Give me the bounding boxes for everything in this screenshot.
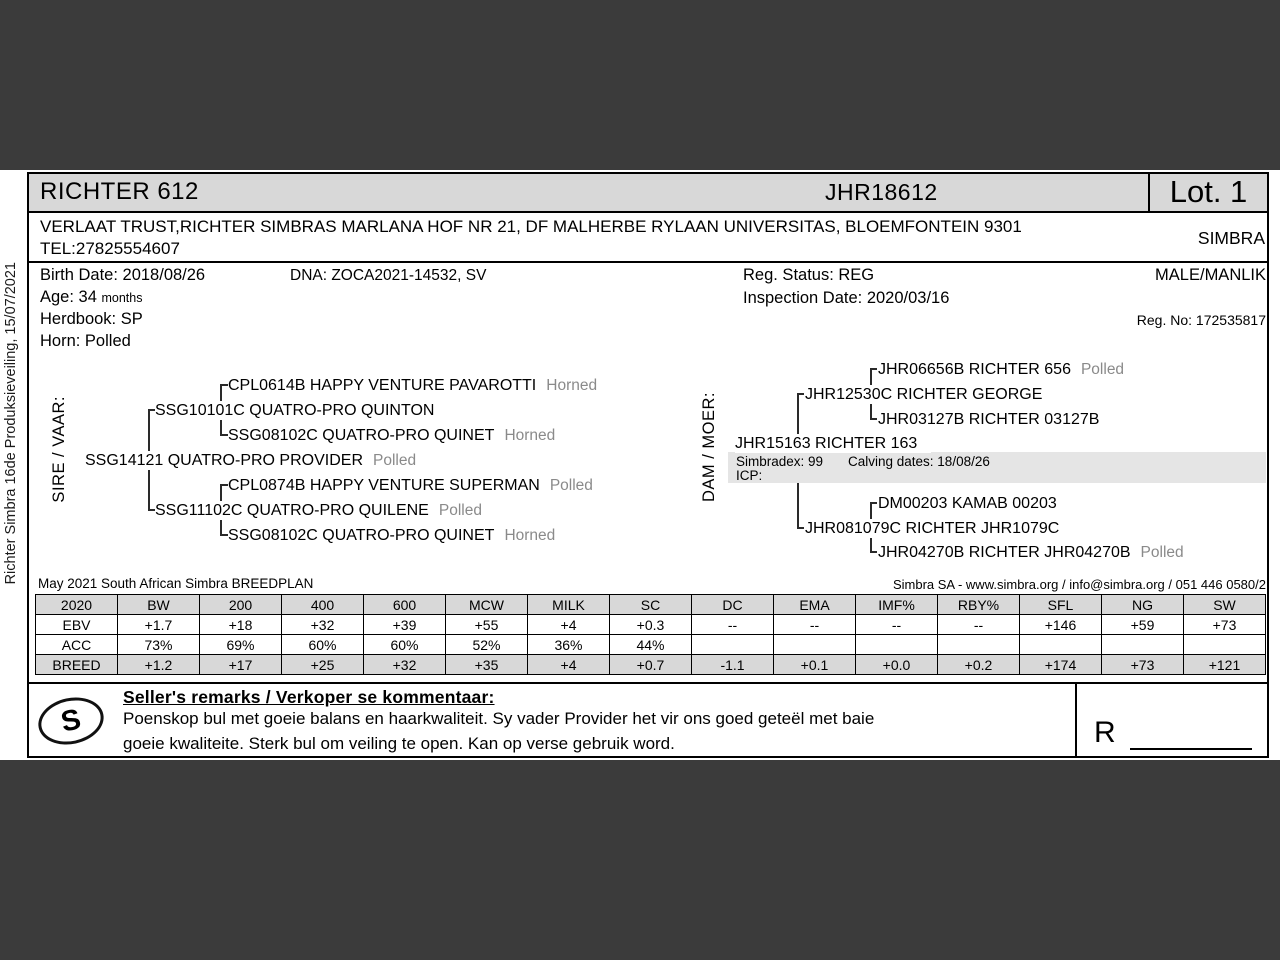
column-header: SW: [1184, 595, 1266, 615]
horn-status: Polled: [1080, 361, 1125, 378]
table-cell: [856, 635, 938, 655]
dam-column-label: DAM / MOER:: [700, 392, 718, 503]
table-cell: +1.7: [118, 615, 200, 635]
address-rule: [27, 261, 1269, 263]
table-cell: --: [774, 615, 856, 635]
table-cell: +59: [1102, 615, 1184, 635]
horn-status: Polled: [1140, 544, 1184, 561]
horn-type: Horn: Polled: [40, 332, 131, 350]
pedigree-node-dam-dam-sire: [878, 494, 1071, 513]
pedigree-node-dam-dam: [805, 519, 1073, 538]
horn-status: Horned: [504, 527, 556, 544]
age-value: Age: 34: [40, 288, 97, 306]
column-header: IMF%: [856, 595, 938, 615]
horn-status: Horned: [504, 427, 556, 444]
table-cell: [1102, 635, 1184, 655]
table-cell: +35: [446, 655, 528, 675]
column-header: SFL: [1020, 595, 1102, 615]
pedigree-node-dam-sire: [805, 385, 1056, 404]
pedigree-connector: [870, 551, 877, 553]
catalog-edition-sidebar: Richter Simbra 16de Produksieveiling, 15/07/2021: [3, 262, 19, 585]
animal-name: SSG08102C QUATRO-PRO QUINET: [228, 527, 495, 544]
age: [40, 288, 142, 307]
table-cell: 73%: [118, 635, 200, 655]
pedigree-connector: [220, 484, 228, 486]
reg-no: Reg. No: 172535817: [1136, 312, 1266, 328]
table-cell: [774, 635, 856, 655]
table-row: [36, 635, 1266, 655]
pedigree-node-sire-sire-dam: [228, 426, 559, 445]
simbra-logo: S: [34, 692, 108, 751]
column-header: 400: [282, 595, 364, 615]
animal-name: SSG08102C QUATRO-PRO QUINET: [228, 427, 495, 444]
table-cell: --: [856, 615, 938, 635]
price-divider: [1075, 684, 1077, 758]
table-cell: 60%: [364, 635, 446, 655]
animal-name: JHR081079C RICHTER JHR1079C: [805, 520, 1060, 537]
pedigree-connector: [148, 509, 155, 511]
table-cell: +121: [1184, 655, 1266, 675]
breed-name: SIMBRA: [1197, 228, 1265, 248]
table-cell: [692, 635, 774, 655]
table-cell: +146: [1020, 615, 1102, 635]
reg-status: Reg. Status: REG: [743, 266, 875, 284]
breedplan-table: [35, 594, 1266, 675]
table-cell: +0.2: [938, 655, 1020, 675]
owner-phone: TEL:27825554607: [40, 239, 180, 258]
table-cell: +32: [364, 655, 446, 675]
pedigree-node-sire-dam-dam: [228, 526, 559, 545]
row-label: ACC: [36, 635, 118, 655]
animal-name: JHR03127B RICHTER 03127B: [878, 411, 1100, 428]
table-cell: +0.0: [856, 655, 938, 675]
pedigree-connector: [220, 434, 228, 436]
sire-column-label: SIRE / VAAR:: [50, 396, 68, 503]
animal-name: CPL0614B HAPPY VENTURE PAVAROTTI: [228, 377, 537, 394]
table-row: [36, 655, 1266, 675]
icp: ICP:: [736, 468, 763, 483]
animal-reg-id: JHR18612: [825, 179, 938, 205]
animal-name: JHR06656B RICHTER 656: [878, 361, 1071, 378]
birth-date: Birth Date: 2018/08/26: [40, 266, 206, 284]
table-cell: +4: [528, 615, 610, 635]
calving-dates: Calving dates: 18/08/26: [848, 454, 990, 469]
column-header: RBY%: [938, 595, 1020, 615]
remarks-heading: Seller's remarks / Verkoper se kommentaar:: [123, 687, 495, 707]
table-cell: +73: [1184, 615, 1266, 635]
pedigree-connector: [220, 384, 228, 386]
pedigree-connector: [220, 534, 228, 536]
pedigree-node-sire-sire-sire: [228, 376, 601, 395]
row-label: BREED: [36, 655, 118, 675]
table-cell: 69%: [200, 635, 282, 655]
pedigree-node-dam-sire-sire: [878, 360, 1128, 379]
table-cell: +17: [200, 655, 282, 675]
column-header: EMA: [774, 595, 856, 615]
animal-name: SSG14121 QUATRO-PRO PROVIDER: [85, 452, 363, 469]
column-header: MCW: [446, 595, 528, 615]
column-header: 200: [200, 595, 282, 615]
animal-name: JHR04270B RICHTER JHR04270B: [878, 544, 1131, 561]
animal-name: SSG10101C QUATRO-PRO QUINTON: [155, 402, 435, 419]
table-cell: +39: [364, 615, 446, 635]
simbradex: Simbradex: 99: [736, 454, 824, 469]
table-cell: 44%: [610, 635, 692, 655]
pedigree-node-sire-sire: [155, 401, 448, 420]
table-cell: [938, 635, 1020, 655]
dna-info: DNA: ZOCA2021-14532, SV: [290, 267, 487, 284]
column-header: 2020: [36, 595, 118, 615]
table-cell: +18: [200, 615, 282, 635]
animal-name: CPL0874B HAPPY VENTURE SUPERMAN: [228, 477, 540, 494]
remarks-rule: [27, 682, 1269, 684]
column-header: BW: [118, 595, 200, 615]
remarks-text-line1: Poenskop bul met goeie balans en haarkwaliteit. Sy vader Provider het vir ons goed geteël met baie: [123, 709, 875, 728]
table-cell: 36%: [528, 635, 610, 655]
dam-stats-band: [728, 452, 1266, 483]
table-cell: [1020, 635, 1102, 655]
pedigree-connector: [870, 502, 877, 504]
horn-status: Polled: [373, 452, 417, 469]
pedigree-node-dam-sire-dam: [878, 410, 1113, 429]
pedigree-connector: [870, 368, 877, 370]
column-header: DC: [692, 595, 774, 615]
pedigree-connector: [797, 393, 804, 395]
animal-name: SSG11102C QUATRO-PRO QUILENE: [155, 502, 429, 519]
herdbook: Herdbook: SP: [40, 310, 143, 328]
inspection-date: Inspection Date: 2020/03/16: [743, 289, 950, 307]
table-row: [36, 615, 1266, 635]
animal-title: RICHTER 612: [40, 178, 199, 205]
table-cell: +32: [282, 615, 364, 635]
sex: MALE/MANLIK: [1155, 266, 1266, 284]
horn-status: Polled: [438, 502, 482, 519]
table-cell: +55: [446, 615, 528, 635]
pedigree-node-sire: [85, 451, 420, 470]
table-cell: +0.3: [610, 615, 692, 635]
pedigree-connector: [870, 418, 877, 420]
pedigree-connector: [148, 409, 155, 411]
currency-symbol: R: [1094, 716, 1116, 749]
remarks-text-line2: goeie kwaliteite. Sterk bul om veiling te open. Kan op verse gebruik word.: [123, 734, 675, 753]
table-cell: +174: [1020, 655, 1102, 675]
table-cell: 60%: [282, 635, 364, 655]
column-header: NG: [1102, 595, 1184, 615]
owner-address: VERLAAT TRUST,RICHTER SIMBRAS MARLANA HOF NR 21, DF MALHERBE RYLAAN UNIVERSITAS, BLOEMFONTEIN 9301: [40, 217, 1022, 236]
header-row: [36, 595, 1266, 615]
table-cell: +0.7: [610, 655, 692, 675]
animal-name: JHR12530C RICHTER GEORGE: [805, 386, 1043, 403]
pedigree-connector: [797, 527, 804, 529]
column-header: SC: [610, 595, 692, 615]
row-label: EBV: [36, 615, 118, 635]
table-cell: --: [692, 615, 774, 635]
age-unit: months: [101, 291, 143, 305]
horn-status: Polled: [549, 477, 593, 494]
price-blank-line: [1130, 748, 1252, 750]
lot-header-bar: [27, 172, 1269, 213]
animal-name: JHR15163 RICHTER 163: [735, 435, 918, 452]
breedplan-contact: Simbra SA - www.simbra.org / info@simbra.org / 051 446 0580/2: [892, 577, 1266, 592]
horn-status: Horned: [546, 377, 598, 394]
table-cell: +1.2: [118, 655, 200, 675]
breedplan-caption: May 2021 South African Simbra BREEDPLAN: [38, 576, 314, 591]
table-cell: +0.1: [774, 655, 856, 675]
table-cell: -1.1: [692, 655, 774, 675]
table-cell: [1184, 635, 1266, 655]
table-cell: 52%: [446, 635, 528, 655]
column-header: MILK: [528, 595, 610, 615]
lot-number: Lot. 1: [1169, 174, 1248, 209]
table-cell: +73: [1102, 655, 1184, 675]
pedigree-node-dam: [735, 434, 931, 453]
animal-name: DM00203 KAMAB 00203: [878, 495, 1057, 512]
column-header: 600: [364, 595, 446, 615]
pedigree-node-sire-dam: [155, 501, 486, 520]
table-cell: +25: [282, 655, 364, 675]
pedigree-node-dam-dam-dam: [878, 543, 1188, 562]
pedigree-node-sire-dam-sire: [228, 476, 597, 495]
table-cell: --: [938, 615, 1020, 635]
table-cell: +4: [528, 655, 610, 675]
